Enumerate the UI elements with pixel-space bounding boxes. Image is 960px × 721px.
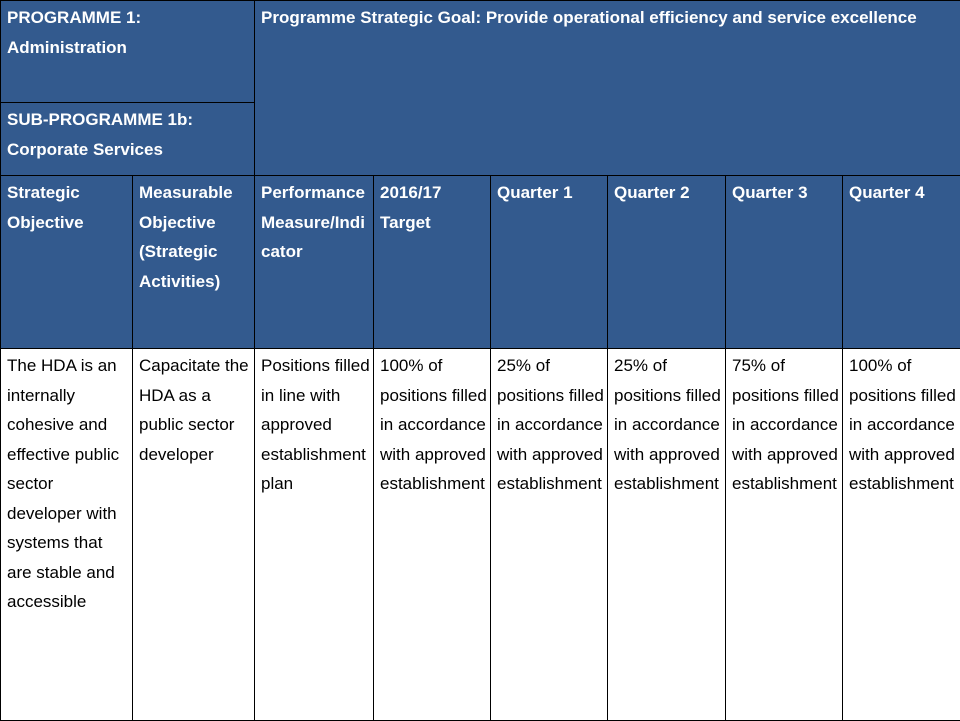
header-quarter-1: Quarter 1 — [491, 176, 608, 349]
header-measurable-objective: Measurable Objective (Strategic Activities) — [133, 176, 255, 349]
cell-measurable-objective: Capacitate the HDA as a public sector developer — [133, 349, 255, 721]
header-performance-measure: Performance Measure/Indicator — [255, 176, 374, 349]
programme-label: PROGRAMME 1: Administration — [1, 1, 255, 103]
cell-quarter-1: 25% of positions filled in accordance with approved establishment — [491, 349, 608, 721]
header-strategic-objective: Strategic Objective — [1, 176, 133, 349]
programme-goal — [255, 1, 960, 176]
subprogramme-label: SUB-PROGRAMME 1b: Corporate Services — [1, 103, 255, 176]
cell-performance-measure: Positions filled in line with approved establishment plan — [255, 349, 374, 721]
programme-row — [1, 1, 960, 103]
header-annual-target: 2016/17 Target — [374, 176, 491, 349]
cell-strategic-objective: The HDA is an internally cohesive and effective public sector developer with systems that are stable and accessible — [1, 349, 133, 721]
programme-goal-text: Programme Strategic Goal: Provide operational efficiency and service excellence — [261, 3, 957, 33]
cell-quarter-3: 75% of positions filled in accordance with approved establishment — [726, 349, 843, 721]
cell-annual-target: 100% of positions filled in accordance with approved establishment — [374, 349, 491, 721]
table-row — [1, 349, 960, 721]
cell-quarter-4: 100% of positions filled in accordance with approved establishment — [843, 349, 960, 721]
column-header-row — [1, 176, 960, 349]
header-quarter-2: Quarter 2 — [608, 176, 726, 349]
header-quarter-3: Quarter 3 — [726, 176, 843, 349]
header-quarter-4: Quarter 4 — [843, 176, 960, 349]
cell-quarter-2: 25% of positions filled in accordance with approved establishment — [608, 349, 726, 721]
